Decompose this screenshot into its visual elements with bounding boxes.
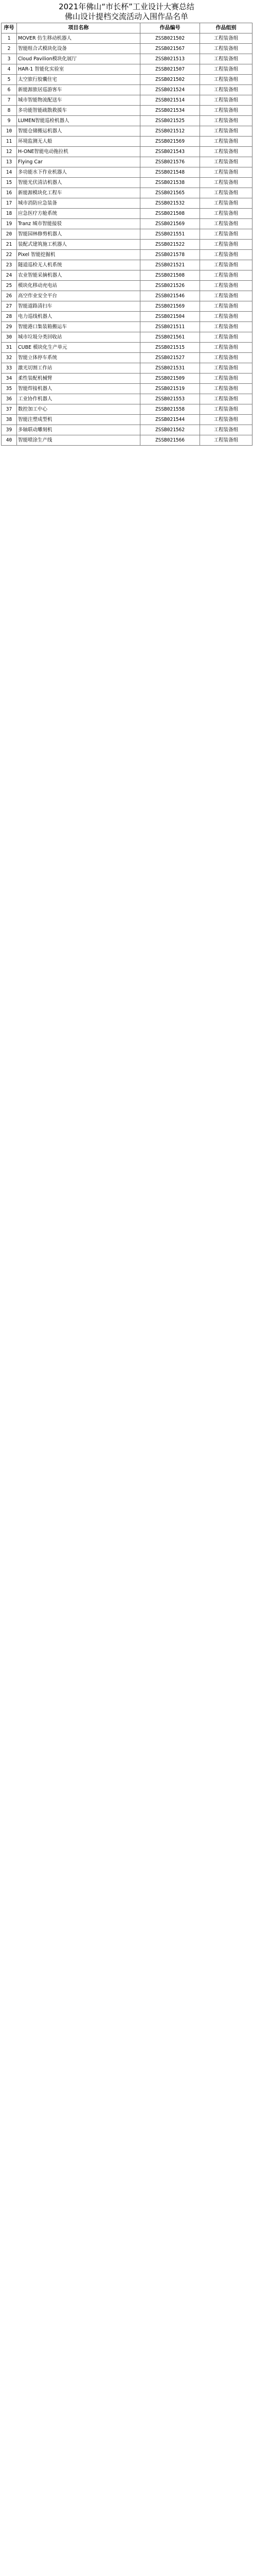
row-code: ZSSB021514 [140, 95, 200, 106]
row-index: 17 [2, 198, 17, 209]
row-category: 工程装备组 [200, 343, 252, 353]
row-name: 多功能水下作业机器人 [17, 167, 140, 178]
row-category: 工程装备组 [200, 198, 252, 209]
row-code: ZSSB021509 [140, 374, 200, 384]
row-index: 7 [2, 95, 17, 106]
row-index: 21 [2, 240, 17, 250]
row-code: ZSSB021544 [140, 415, 200, 425]
table-row [2, 54, 252, 64]
table-row [2, 404, 252, 415]
row-code: ZSSB021562 [140, 425, 200, 435]
row-name: 智能光伏清洁机器人 [17, 178, 140, 188]
row-code: ZSSB021548 [140, 167, 200, 178]
column-header-code: 作品编号 [140, 23, 200, 33]
table-row [2, 260, 252, 270]
row-code: ZSSB021551 [140, 229, 200, 240]
row-category: 工程装备组 [200, 219, 252, 229]
row-category: 工程装备组 [200, 425, 252, 435]
row-category: 工程装备组 [200, 209, 252, 219]
row-name: 模块化移动充电站 [17, 281, 140, 291]
row-code: ZSSB021526 [140, 281, 200, 291]
table-row [2, 64, 252, 75]
row-index: 29 [2, 322, 17, 332]
row-name: 应急医疗方舱系统 [17, 209, 140, 219]
row-index: 11 [2, 137, 17, 147]
row-category: 工程装备组 [200, 415, 252, 425]
table-row [2, 301, 252, 312]
row-index: 5 [2, 75, 17, 85]
table-row [2, 33, 252, 44]
table-header-row [2, 23, 252, 33]
row-category: 工程装备组 [200, 85, 252, 95]
row-index: 16 [2, 188, 17, 198]
row-category: 工程装备组 [200, 353, 252, 363]
row-code: ZSSB021534 [140, 106, 200, 116]
row-code: ZSSB021561 [140, 332, 200, 343]
row-code: ZSSB021578 [140, 250, 200, 260]
column-header-name: 项目名称 [17, 23, 140, 33]
row-name: 智能仓储搬运机器人 [17, 126, 140, 137]
row-name: 多功能智能疏散救援车 [17, 106, 140, 116]
row-code: ZSSB021525 [140, 116, 200, 126]
row-index: 4 [2, 64, 17, 75]
row-category: 工程装备组 [200, 404, 252, 415]
table-row [2, 95, 252, 106]
row-code: ZSSB021521 [140, 260, 200, 270]
row-code: ZSSB021567 [140, 44, 200, 54]
row-name: 智能园林修剪机器人 [17, 229, 140, 240]
table-row [2, 270, 252, 281]
row-index: 40 [2, 435, 17, 446]
row-code: ZSSB021553 [140, 394, 200, 404]
row-name: 城市智能物流配送车 [17, 95, 140, 106]
row-code: ZSSB021546 [140, 291, 200, 301]
table-row [2, 106, 252, 116]
row-category: 工程装备组 [200, 33, 252, 44]
row-index: 36 [2, 394, 17, 404]
row-index: 39 [2, 425, 17, 435]
row-category: 工程装备组 [200, 106, 252, 116]
row-name: 城市垃圾分类回收站 [17, 332, 140, 343]
row-code: ZSSB021522 [140, 240, 200, 250]
title-line-1: 2021年佛山“市长杯”工业设计大赛总结 [59, 2, 194, 11]
row-name: 多轴联动雕刻机 [17, 425, 140, 435]
row-category: 工程装备组 [200, 435, 252, 446]
row-index: 19 [2, 219, 17, 229]
row-name: LUMEN智能巡检机器人 [17, 116, 140, 126]
row-code: ZSSB021502 [140, 75, 200, 85]
table-row [2, 281, 252, 291]
table-row [2, 384, 252, 394]
table-row [2, 198, 252, 209]
table-row [2, 343, 252, 353]
row-code: ZSSB021543 [140, 147, 200, 157]
row-code: ZSSB021576 [140, 157, 200, 167]
column-header-index: 序号 [2, 23, 17, 33]
column-header-category: 作品组别 [200, 23, 252, 33]
table-row [2, 240, 252, 250]
table-row [2, 167, 252, 178]
row-category: 工程装备组 [200, 229, 252, 240]
row-category: 工程装备组 [200, 157, 252, 167]
row-category: 工程装备组 [200, 75, 252, 85]
table-row [2, 147, 252, 157]
table-row [2, 250, 252, 260]
row-index: 38 [2, 415, 17, 425]
row-index: 23 [2, 260, 17, 270]
row-category: 工程装备组 [200, 137, 252, 147]
row-index: 15 [2, 178, 17, 188]
table-row [2, 219, 252, 229]
table-row [2, 157, 252, 167]
row-index: 18 [2, 209, 17, 219]
table-row [2, 44, 252, 54]
row-category: 工程装备组 [200, 260, 252, 270]
row-category: 工程装备组 [200, 44, 252, 54]
row-code: ZSSB021531 [140, 363, 200, 374]
row-category: 工程装备组 [200, 116, 252, 126]
row-code: ZSSB021558 [140, 404, 200, 415]
row-index: 24 [2, 270, 17, 281]
table-row [2, 322, 252, 332]
row-index: 27 [2, 301, 17, 312]
row-code: ZSSB021565 [140, 188, 200, 198]
row-code: ZSSB021508 [140, 270, 200, 281]
row-category: 工程装备组 [200, 54, 252, 64]
row-name: HAR-1 智能化实验室 [17, 64, 140, 75]
row-category: 工程装备组 [200, 291, 252, 301]
row-category: 工程装备组 [200, 270, 252, 281]
row-code: ZSSB021569 [140, 301, 200, 312]
row-category: 工程装备组 [200, 240, 252, 250]
row-code: ZSSB021502 [140, 33, 200, 44]
title-line-2: 佛山设计提档交流活动入围作品名单 [64, 12, 188, 21]
row-category: 工程装备组 [200, 322, 252, 332]
table-row [2, 116, 252, 126]
table-row [2, 415, 252, 425]
row-code: ZSSB021508 [140, 209, 200, 219]
row-code: ZSSB021569 [140, 137, 200, 147]
row-category: 工程装备组 [200, 147, 252, 157]
row-name: 隧道巡检无人机系统 [17, 260, 140, 270]
table-row [2, 126, 252, 137]
table-row [2, 353, 252, 363]
row-category: 工程装备组 [200, 64, 252, 75]
row-code: ZSSB021519 [140, 384, 200, 394]
row-index: 32 [2, 353, 17, 363]
row-index: 34 [2, 374, 17, 384]
row-code: ZSSB021504 [140, 312, 200, 322]
row-name: 装配式建筑施工机器人 [17, 240, 140, 250]
row-index: 28 [2, 312, 17, 322]
table-row [2, 374, 252, 384]
row-name: 农业智能采摘机器人 [17, 270, 140, 281]
row-name: 环境监测无人船 [17, 137, 140, 147]
table-row [2, 137, 252, 147]
table-row [2, 363, 252, 374]
row-category: 工程装备组 [200, 167, 252, 178]
row-name: 电力巡线机器人 [17, 312, 140, 322]
table-row [2, 188, 252, 198]
table-row [2, 178, 252, 188]
row-category: 工程装备组 [200, 188, 252, 198]
row-code: ZSSB021538 [140, 178, 200, 188]
row-category: 工程装备组 [200, 363, 252, 374]
row-name: 激光切割工作站 [17, 363, 140, 374]
row-category: 工程装备组 [200, 332, 252, 343]
row-name: 智能注塑成型机 [17, 415, 140, 425]
row-index: 6 [2, 85, 17, 95]
row-category: 工程装备组 [200, 95, 252, 106]
row-index: 9 [2, 116, 17, 126]
row-category: 工程装备组 [200, 281, 252, 291]
row-name: 新能源模块化工程车 [17, 188, 140, 198]
row-name: CUBE 模块化生产单元 [17, 343, 140, 353]
entries-table [1, 23, 252, 446]
row-index: 26 [2, 291, 17, 301]
row-index: 35 [2, 384, 17, 394]
row-index: 12 [2, 147, 17, 157]
row-name: Flying Car [17, 157, 140, 167]
table-row [2, 291, 252, 301]
row-index: 13 [2, 157, 17, 167]
row-code: ZSSB021512 [140, 126, 200, 137]
table-row [2, 435, 252, 446]
row-index: 37 [2, 404, 17, 415]
row-code: ZSSB021527 [140, 353, 200, 363]
row-code: ZSSB021566 [140, 435, 200, 446]
row-name: Tranz 城市智能接驳 [17, 219, 140, 229]
table-row [2, 209, 252, 219]
table-row [2, 425, 252, 435]
table-row [2, 229, 252, 240]
row-name: 新能源旅居巡游客车 [17, 85, 140, 95]
row-name: Cloud Pavilion模块化展厅 [17, 54, 140, 64]
row-name: 城市消防应急装备 [17, 198, 140, 209]
table-row [2, 75, 252, 85]
row-category: 工程装备组 [200, 178, 252, 188]
row-index: 1 [2, 33, 17, 44]
row-name: MOVER 仿生移动机器人 [17, 33, 140, 44]
row-index: 33 [2, 363, 17, 374]
table-body [2, 33, 252, 446]
row-index: 25 [2, 281, 17, 291]
row-index: 20 [2, 229, 17, 240]
row-name: 智能喷涂生产线 [17, 435, 140, 446]
row-index: 22 [2, 250, 17, 260]
row-category: 工程装备组 [200, 394, 252, 404]
row-name: 智能港口集装箱搬运车 [17, 322, 140, 332]
row-index: 8 [2, 106, 17, 116]
row-category: 工程装备组 [200, 301, 252, 312]
row-category: 工程装备组 [200, 250, 252, 260]
table-row [2, 312, 252, 322]
row-category: 工程装备组 [200, 312, 252, 322]
row-code: ZSSB021507 [140, 64, 200, 75]
row-name: Pixel 智能挖掘机 [17, 250, 140, 260]
row-name: 数控加工中心 [17, 404, 140, 415]
row-code: ZSSB021511 [140, 322, 200, 332]
row-name: 智能组合式模块化设备 [17, 44, 140, 54]
row-name: 智能立体停车系统 [17, 353, 140, 363]
row-name: 智能焊接机器人 [17, 384, 140, 394]
row-index: 10 [2, 126, 17, 137]
row-index: 31 [2, 343, 17, 353]
row-code: ZSSB021569 [140, 219, 200, 229]
row-code: ZSSB021515 [140, 343, 200, 353]
row-index: 3 [2, 54, 17, 64]
row-name: 柔性装配机械臂 [17, 374, 140, 384]
row-name: 高空作业安全平台 [17, 291, 140, 301]
row-name: 工业协作机器人 [17, 394, 140, 404]
row-name: 太空旅行胶囊住宅 [17, 75, 140, 85]
row-code: ZSSB021532 [140, 198, 200, 209]
row-name: 智能道路清扫车 [17, 301, 140, 312]
table-row [2, 332, 252, 343]
row-category: 工程装备组 [200, 374, 252, 384]
row-category: 工程装备组 [200, 126, 252, 137]
table-row [2, 85, 252, 95]
row-code: ZSSB021513 [140, 54, 200, 64]
table-row [2, 394, 252, 404]
document-title [0, 2, 253, 22]
row-index: 14 [2, 167, 17, 178]
row-code: ZSSB021524 [140, 85, 200, 95]
row-index: 2 [2, 44, 17, 54]
row-category: 工程装备组 [200, 384, 252, 394]
row-index: 30 [2, 332, 17, 343]
row-name: H-ONE智能电动拖拉机 [17, 147, 140, 157]
